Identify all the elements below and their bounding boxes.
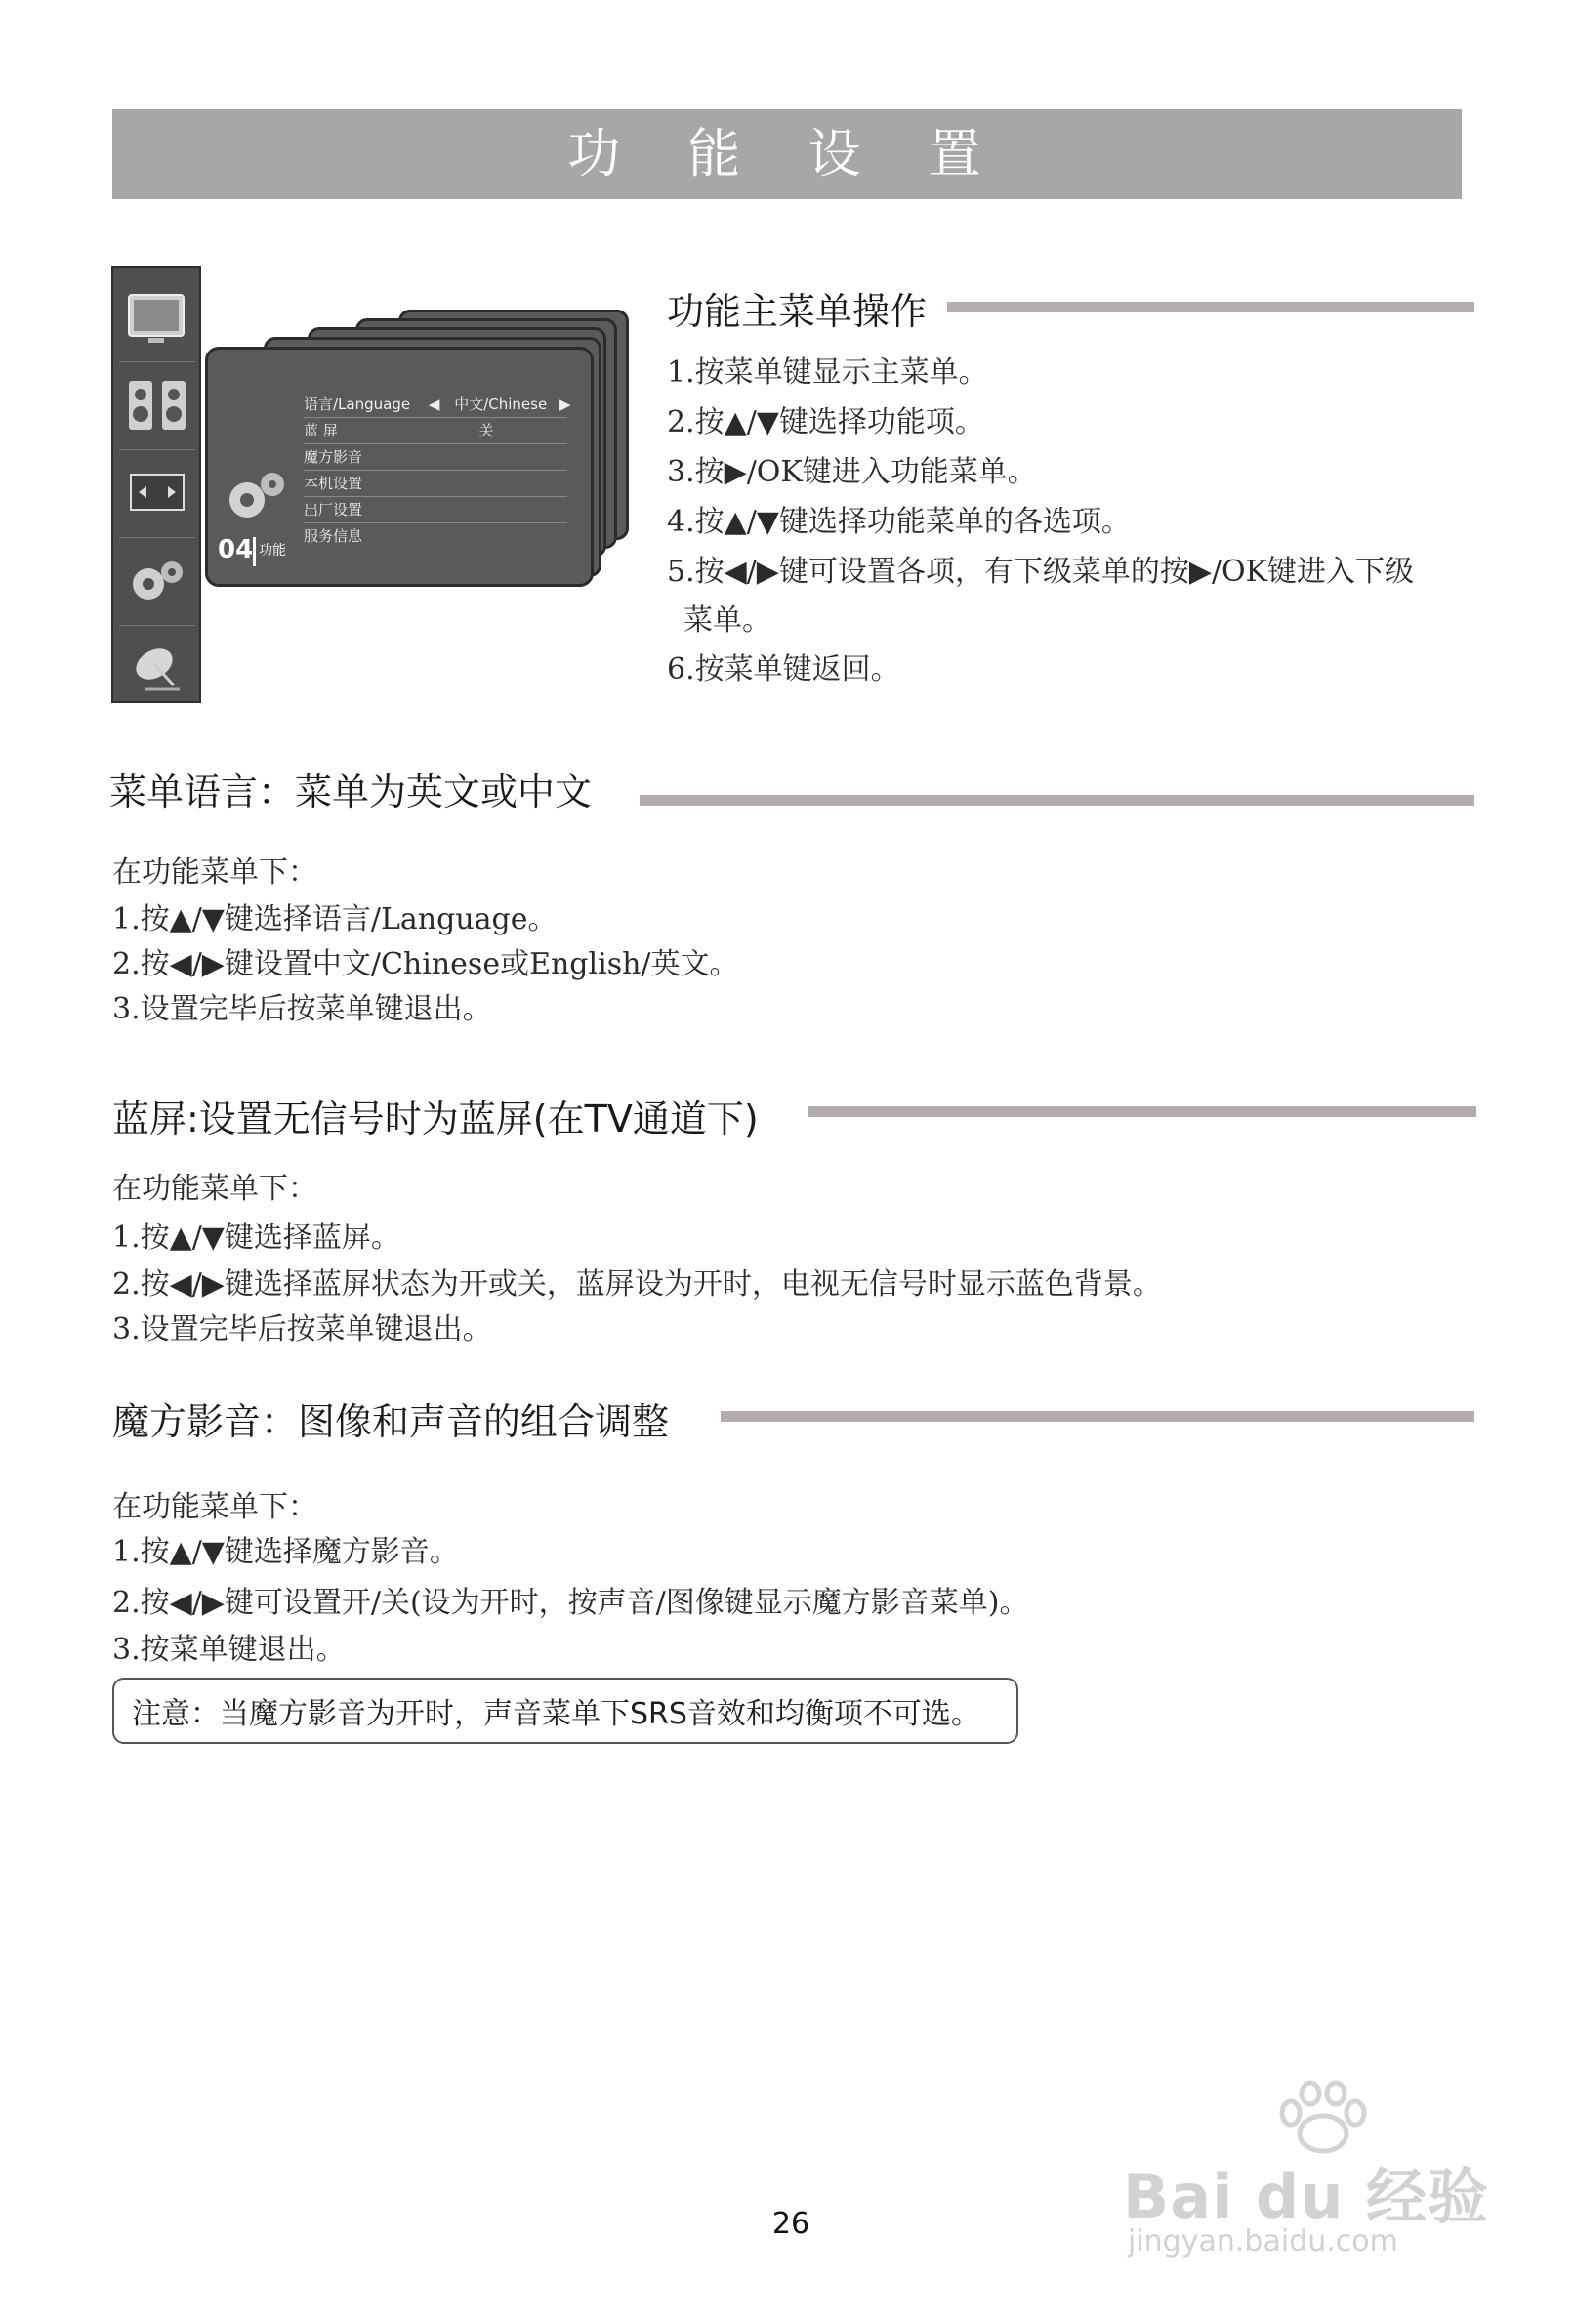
page-title: 功 能 设 置: [567, 123, 1007, 185]
menu-number: 04: [218, 535, 254, 564]
section-rule: [808, 1106, 1476, 1117]
menu-category: 功能: [259, 543, 286, 559]
section-title-language: 菜单语言：菜单为英文或中文: [109, 770, 593, 813]
paw-icon: [1269, 2080, 1377, 2158]
blue-screen-step: 2.按◀/▶键选择蓝屏状态为开或关，蓝屏设为开时，电视无信号时显示蓝色背景。: [112, 1267, 1162, 1302]
blue-screen-step: 3.设置完毕后按菜单键退出。: [112, 1312, 492, 1347]
menu-sidebar: [111, 266, 201, 703]
main-menu-step: 3.按▶/OK键进入功能菜单。: [667, 455, 1037, 489]
menu-item-label: 蓝 屏: [304, 422, 338, 439]
section-title-magic-av: 魔方影音：图像和声音的组合调整: [112, 1400, 670, 1443]
section-intro: 在功能菜单下：: [112, 855, 317, 890]
section-rule: [640, 795, 1474, 806]
screen-icon: [125, 463, 189, 523]
function-menu-panel: [205, 347, 594, 587]
gears-icon: [125, 551, 189, 611]
main-menu-step: 2.按▲/▼键选择功能项。: [667, 405, 984, 439]
menu-item-local-settings: 本机设置: [304, 475, 363, 492]
menu-item-factory-settings: 出厂设置: [304, 501, 363, 519]
section-title-blue-screen: 蓝屏:设置无信号时为蓝屏(在TV通道下): [112, 1098, 759, 1141]
menu-item-language: [304, 394, 571, 414]
section-rule: [721, 1411, 1474, 1422]
section-intro: 在功能菜单下：: [112, 1490, 317, 1524]
gears-icon: [222, 467, 288, 523]
menu-item-value: 关: [478, 422, 494, 439]
magic-av-step: 1.按▲/▼键选择魔方影音。: [112, 1535, 459, 1569]
section-intro: 在功能菜单下：: [112, 1172, 317, 1206]
language-step: 1.按▲/▼键选择语言/Language。: [112, 902, 558, 936]
main-menu-step: 菜单。: [683, 603, 771, 638]
page-number: 26: [771, 2207, 810, 2241]
blue-screen-step: 1.按▲/▼键选择蓝屏。: [112, 1221, 400, 1255]
note-text: 注意：当魔方影音为开时，声音菜单下SRS音效和均衡项不可选。: [132, 1697, 980, 1731]
menu-item-value: 中文/Chinese: [454, 395, 548, 413]
watermark-url: jingyan.baidu.com: [1128, 2224, 1398, 2259]
magic-av-step: 3.按菜单键退出。: [112, 1633, 346, 1667]
tv-icon: [125, 287, 189, 348]
speaker-icon: [125, 375, 189, 436]
menu-item-label: 语言/Language: [304, 395, 411, 413]
baidu-watermark: [1123, 2080, 1490, 2265]
magic-av-step: 2.按◀/▶键可设置开/关(设为开时，按声音/图像键显示魔方影音菜单)。: [112, 1586, 1029, 1620]
satellite-dish-icon: [125, 635, 189, 695]
watermark-brand: Bai du 经验: [1123, 2161, 1490, 2232]
language-step: 3.设置完毕后按菜单键退出。: [112, 992, 492, 1026]
section-title-main-menu: 功能主菜单操作: [667, 290, 928, 333]
main-menu-step: 5.按◀/▶键可设置各项，有下级菜单的按▶/OK键进入下级: [667, 555, 1415, 589]
main-menu-step: 6.按菜单键返回。: [667, 652, 900, 686]
menu-item-blue-screen: [304, 420, 494, 440]
right-arrow-icon: ▶: [559, 395, 571, 413]
main-menu-step: 4.按▲/▼键选择功能菜单的各选项。: [667, 505, 1131, 539]
menu-item-service-info: 服务信息: [304, 527, 363, 545]
section-rule: [947, 302, 1474, 312]
main-menu-step: 1.按菜单键显示主菜单。: [667, 355, 988, 390]
left-arrow-icon: ◀: [428, 395, 440, 413]
menu-item-magic-av: 魔方影音: [304, 448, 363, 466]
language-step: 2.按◀/▶键设置中文/Chinese或English/英文。: [112, 947, 739, 981]
